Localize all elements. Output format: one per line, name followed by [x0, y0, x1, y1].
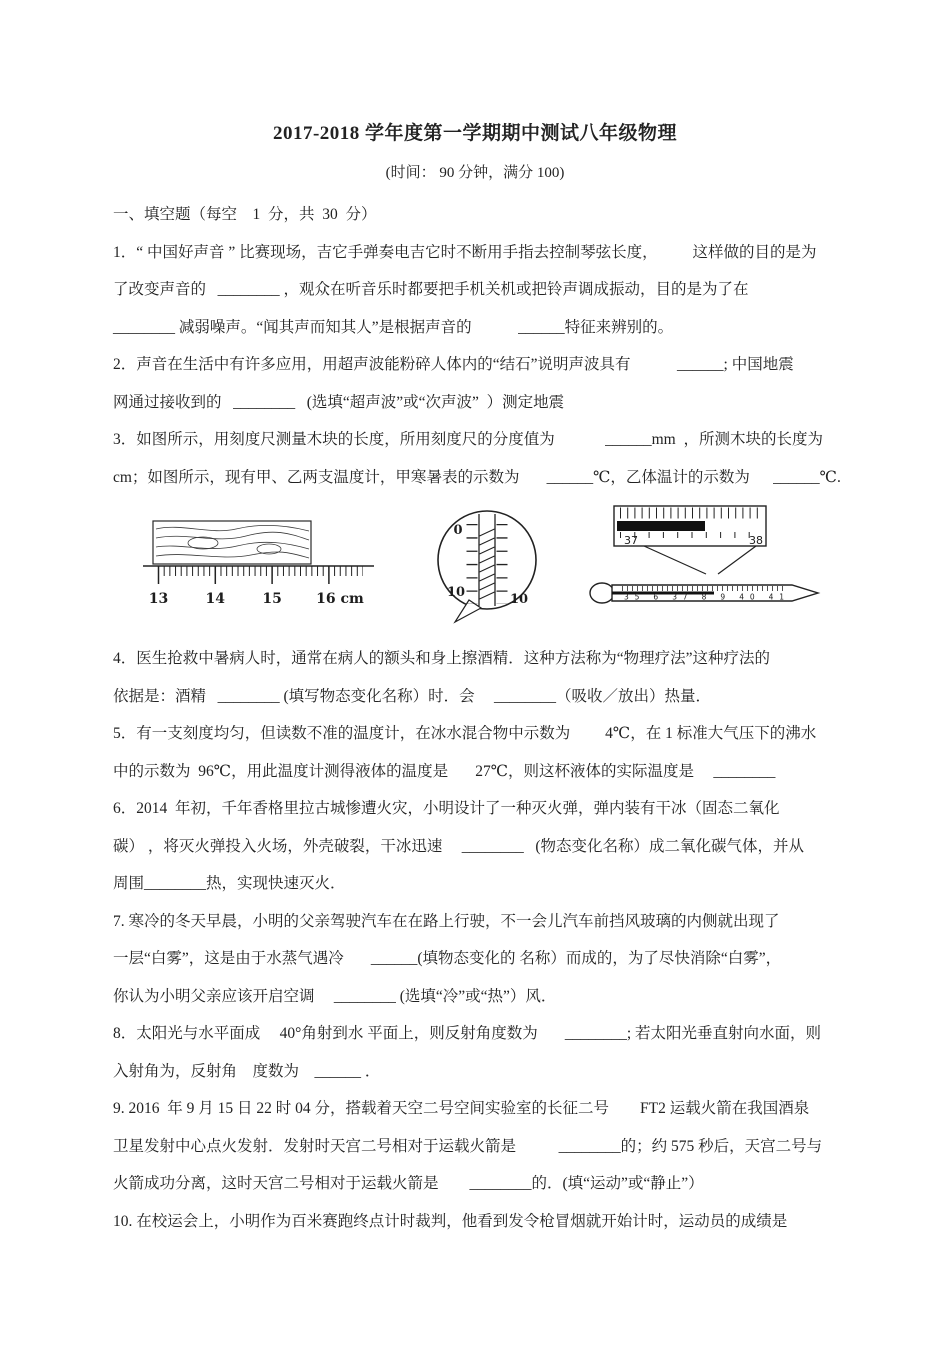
question-6-line-1: 6．2014 年初，千年香格里拉古城惨遭火灾，小明设计了一种灭火弹，弹内装有干冰（固态二氧化 [113, 800, 780, 817]
question-2-line-1: 2．声音在生活中有许多应用，用超声波能粉碎人体内的“结石”说明声波具有 ______; 中国地震 [113, 356, 794, 373]
page-subtitle: (时间： 90 分钟，满分 100) [385, 165, 565, 181]
clinical-thermometer-figure [586, 504, 831, 632]
question-1-line-1: 1．“ 中国好声音 ” 比赛现场，吉它手弹奏电吉它时不断用手指去控制琴弦长度， 这样做的目的是为 [113, 243, 817, 261]
scale-label-38: 38 [749, 534, 763, 547]
question-6-line-2: 碳） ，将灭火弹投入火场，外壳破裂，干冰迅速 ________ (物态变化名称）成二氧化碳气体，并从 [113, 837, 805, 855]
thermometer-scale-numbers: 35 6 37 8 9 40 41 [624, 592, 784, 602]
question-7-line-1: 7. 寒冷的冬天早晨，小明的父亲驾驶汽车在在路上行驶，不一会儿汽车前挡风玻璃的内侧就出现了 [113, 912, 780, 930]
question-9-line-1: 9. 2016 年 9 月 15 日 22 时 04 分，搭载着天空二号空间实验室的长征二号 FT2 运载火箭在我国酒泉 [113, 1100, 810, 1117]
dial-label-0: 0 [453, 523, 463, 538]
question-4-line-1: 4．医生抢救中暑病人时，通常在病人的额头和身上擦酒精．这种方法称为“物理疗法”这种疗法的 [113, 650, 771, 667]
question-7-line-2: 一层“白雾”，这是由于水蒸气遇冷 ______(填物态变化的 名称）而成的，为了尽快消除“白雾”， [113, 950, 782, 967]
thermometer-dial-figure [431, 504, 546, 632]
question-4-line-2: 依据是：酒精 ________ (填写物态变化名称）时．会 ________（吸收／放出）热量． [113, 687, 712, 705]
thermometer-bulb [590, 583, 614, 603]
question-9-line-2: 卫星发射中心点火发射．发射时天宫二号相对于运载火箭是 ________的；约 575 秒后，天宫二号与 [113, 1137, 823, 1155]
question-1-line-2: 了改变声音的 ________ ，观众在听音乐时都要把手机关机或把铃声调成振动，目的是为了在 [113, 281, 749, 298]
question-5-line-2: 中的示数为 96℃，用此温度计测得液体的温度是 27℃，则这杯液体的实际温度是 ________ [113, 762, 776, 780]
page-title: 2017-2018 学年度第一学期期中测试八年级物理 [272, 123, 678, 144]
ruler-label-14: 14 [205, 591, 226, 607]
scale-label-37: 37 [624, 534, 638, 547]
callout-lines [644, 546, 756, 574]
dial-label-10-right: 10 [509, 592, 529, 607]
question-1-line-3: ________ 减弱噪声。“闻其声而知其人”是根据声音的 ______特征来辨别的。 [113, 318, 674, 336]
question-5-line-1: 5．有一支刻度均匀，但读数不准的温度计，在冰水混合物中示数为 4℃，在 1 标准大气压下的沸水 [113, 725, 817, 742]
question-6-line-3: 周围________热，实现快速灭火． [113, 875, 346, 892]
ruler-label-13: 13 [148, 591, 169, 607]
question-7-line-3: 你认为小明父亲应该开启空调 ________ (选填“冷”或“热”）风． [113, 987, 557, 1005]
question-10-line-1: 10. 在校运会上，小明作为百米赛跑终点计时裁判，他看到发令枪冒烟就开始计时，运动员的成绩是 [113, 1212, 788, 1230]
ruler-wood-block-figure [141, 516, 376, 616]
question-9-line-3: 火箭成功分离，这时天宫二号相对于运载火箭是 ________的．(填“运动”或“静止”） [113, 1175, 704, 1192]
mercury-bar [617, 521, 705, 531]
section-heading: 一、填空题（每空 1 分，共 30 分） [113, 206, 377, 223]
question-3-line-1: 3．如图所示，用刻度尺测量木块的长度，所用刻度尺的分度值为 ______mm ，所测木块的长度为 [113, 431, 823, 448]
document-body [113, 196, 920, 1240]
ruler-label-16cm: 16 cm [316, 591, 364, 607]
question-8-line-1: 8．太阳光与水平面成 40°角射到水 平面上，则反射角度数为 ________; 若太阳光垂直射向水面，则 [113, 1025, 822, 1042]
question-3-figures [141, 504, 920, 638]
question-8-line-2: 入射角为，反射角 度数为 ______ ． [113, 1062, 381, 1080]
question-3-line-2: cm；如图所示，现有甲、乙两支温度计，甲寒暑表的示数为 ______℃，乙体温计的示数为 ______℃. [113, 468, 841, 486]
dial-label-10-left: 10 [446, 585, 466, 600]
ruler-label-15: 15 [262, 591, 282, 607]
question-2-line-2: 网通过接收到的 ________ (选填“超声波”或“次声波” ）测定地震 [113, 393, 565, 411]
